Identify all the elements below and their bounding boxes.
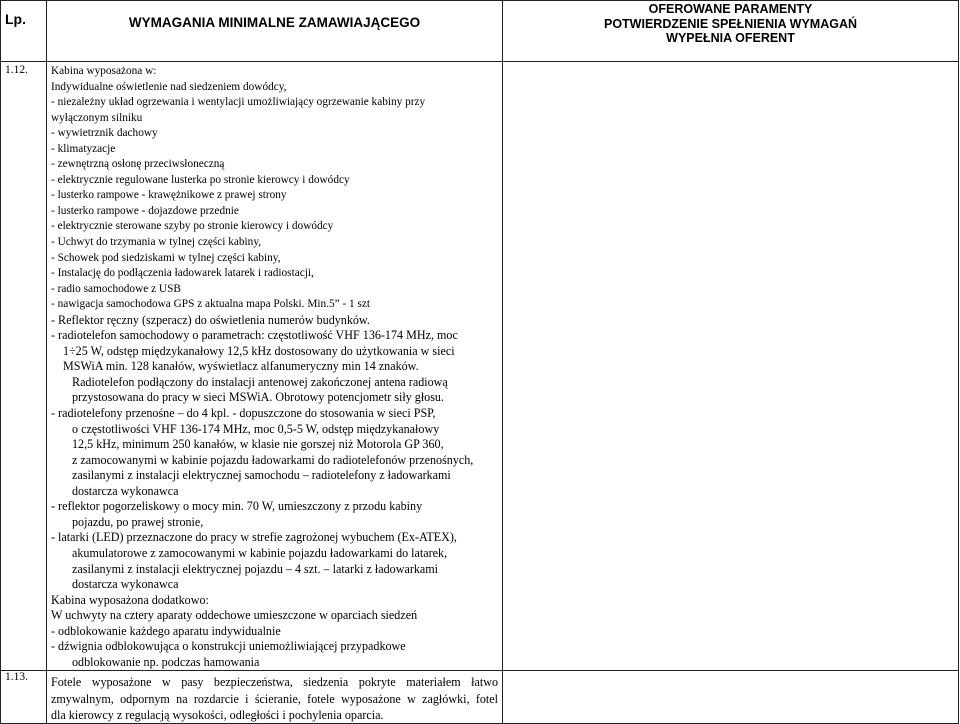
requirement-line: 1÷25 W, odstęp międzykanałowy 12,5 kHz dostosowany do użytkowania w sieci xyxy=(63,343,455,358)
requirement-line: W uchwyty na cztery aparaty oddechowe umieszczone w oparciach siedzeń xyxy=(51,608,418,623)
requirement-line: - zewnętrzną osłonę przeciwsłoneczną xyxy=(51,158,225,171)
requirement-line: - Instalację do podłączenia ładowarek latarek i radiostacji, xyxy=(51,267,314,280)
requirement-line: - Schowek pod siedziskami w tylnej części kabiny, xyxy=(51,251,281,264)
requirement-line: zasilanymi z instalacji elektrycznej pojazdu – 4 szt. – latarki z ładowarkami xyxy=(72,561,439,576)
table-row xyxy=(1,62,959,671)
row-offered-cell[interactable] xyxy=(503,671,959,724)
requirement-line: - radiotelefon samochodowy o parametrach: częstotliwość VHF 136-174 MHz, moc xyxy=(51,328,458,343)
requirement-line: 12,5 kHz, minimum 250 kanałów, w klasie nie gorszej niż Motorola GP 360, xyxy=(72,437,444,452)
requirement-line: MSWiA min. 128 kanałów, wyświetlacz alfanumeryczny min 14 znaków. xyxy=(63,359,419,374)
requirement-line: - Uchwyt do trzymania w tylnej części kabiny, xyxy=(51,236,262,249)
requirement-line: - reflektor pogorzeliskowy o mocy min. 70 W, umieszczony z przodu kabiny xyxy=(51,499,423,514)
requirement-line: - lusterko rampowe - krawężnikowe z prawej strony xyxy=(51,189,287,202)
requirement-line: - klimatyzacje xyxy=(51,142,116,155)
row-requirements xyxy=(47,62,503,671)
requirement-line: akumulatorowe z zamocowanymi w kabinie pojazdu ładowarkami do latarek, xyxy=(72,545,448,560)
requirement-line: z zamocowanymi w kabinie pojazdu ładowarkami do radiotelefonów przenośnych, xyxy=(72,452,474,467)
requirement-line: - radiotelefony przenośne – do 4 kpl. - dopuszczone do stosowania w sieci PSP, xyxy=(51,406,436,421)
requirement-line: przystosowana do pracy w sieci MSWiA. Obrotowy potencjometr siły głosu. xyxy=(72,390,445,405)
row-requirements xyxy=(47,671,503,724)
requirement-line: Indywidualne oświetlenie nad siedzeniem dowódcy, xyxy=(51,80,287,93)
header-offered xyxy=(503,1,959,62)
requirement-line: zasilanymi z instalacji elektrycznej samochodu – radiotelefony z ładowarkami xyxy=(72,468,451,483)
header-lp: Lp. xyxy=(1,1,47,62)
requirement-line: wyłączonym silniku xyxy=(51,111,143,124)
requirement-line: - elektrycznie sterowane szyby po stronie kierowcy i dowódcy xyxy=(51,220,334,233)
requirement-line: - lusterko rampowe - dojazdowe przednie xyxy=(51,204,239,217)
header-offered-line3: WYPEŁNIA OFERENT xyxy=(666,31,795,45)
row-lp: 1.13. xyxy=(1,671,47,724)
requirement-line: - latarki (LED) przeznaczone do pracy w strefie zagrożonej wybuchem (Ex-ATEX), xyxy=(51,530,457,545)
requirement-line: - wywietrznik dachowy xyxy=(51,127,158,140)
requirement-line: Radiotelefon podłączony do instalacji antenowej zakończonej antena radiową xyxy=(72,374,448,389)
requirement-line: odblokowanie np. podczas hamowania xyxy=(72,654,260,669)
row-offered-cell[interactable] xyxy=(503,62,959,671)
requirement-line: Kabina wyposażona w: xyxy=(51,65,157,77)
table-row xyxy=(1,671,959,724)
requirement-line: Kabina wyposażona dodatkowo: xyxy=(51,592,209,607)
requirement-line: dla kierowcy z regulacją wysokości, odległości i pochylenia oparcia. xyxy=(51,707,384,722)
requirement-line: - niezależny układ ogrzewania i wentylacji umożliwiający ogrzewanie kabiny przy xyxy=(51,96,426,109)
header-offered-line2: POTWIERDZENIE SPEŁNIENIA WYMAGAŃ xyxy=(603,16,857,31)
requirement-line: - Reflektor ręczny (szperacz) do oświetlenia numerów budynków. xyxy=(51,312,370,327)
requirement-line: o częstotliwości VHF 136-174 MHz, moc 0,5-5 W, odstęp międzykanałowy xyxy=(72,421,440,436)
requirement-line: dostarcza wykonawca xyxy=(72,577,179,592)
requirement-line: - nawigacja samochodowa GPS z aktualna mapa Polski. Min.5” - 1 szt xyxy=(51,298,371,311)
requirement-line: dostarcza wykonawca xyxy=(72,483,179,498)
requirement-line: zmywalnym, odpornym na rozdarcie i ścieranie, fotele wyposażone w zagłówki, fotel xyxy=(51,691,498,706)
header-offered-line1: OFEROWANE PARAMENTY xyxy=(648,2,813,16)
row-lp: 1.12. xyxy=(1,62,47,671)
table-header-row xyxy=(1,1,959,62)
requirement-line: - dźwignia odblokowująca o konstrukcji uniemożliwiającej przypadkowe xyxy=(51,639,406,654)
requirement-line: pojazdu, po prawej stronie, xyxy=(72,514,204,529)
header-requirements: WYMAGANIA MINIMALNE ZAMAWIAJĄCEGO xyxy=(47,1,503,62)
requirement-line: Fotele wyposażone w pasy bezpieczeństwa, siedzenia pokryte materiałem łatwo xyxy=(51,675,498,690)
requirement-line: - elektrycznie regulowane lusterka po stronie kierowcy i dowódcy xyxy=(51,173,350,186)
requirement-line: - radio samochodowe z USB xyxy=(51,282,181,295)
requirement-line: - odblokowanie każdego aparatu indywidualnie xyxy=(51,623,281,638)
